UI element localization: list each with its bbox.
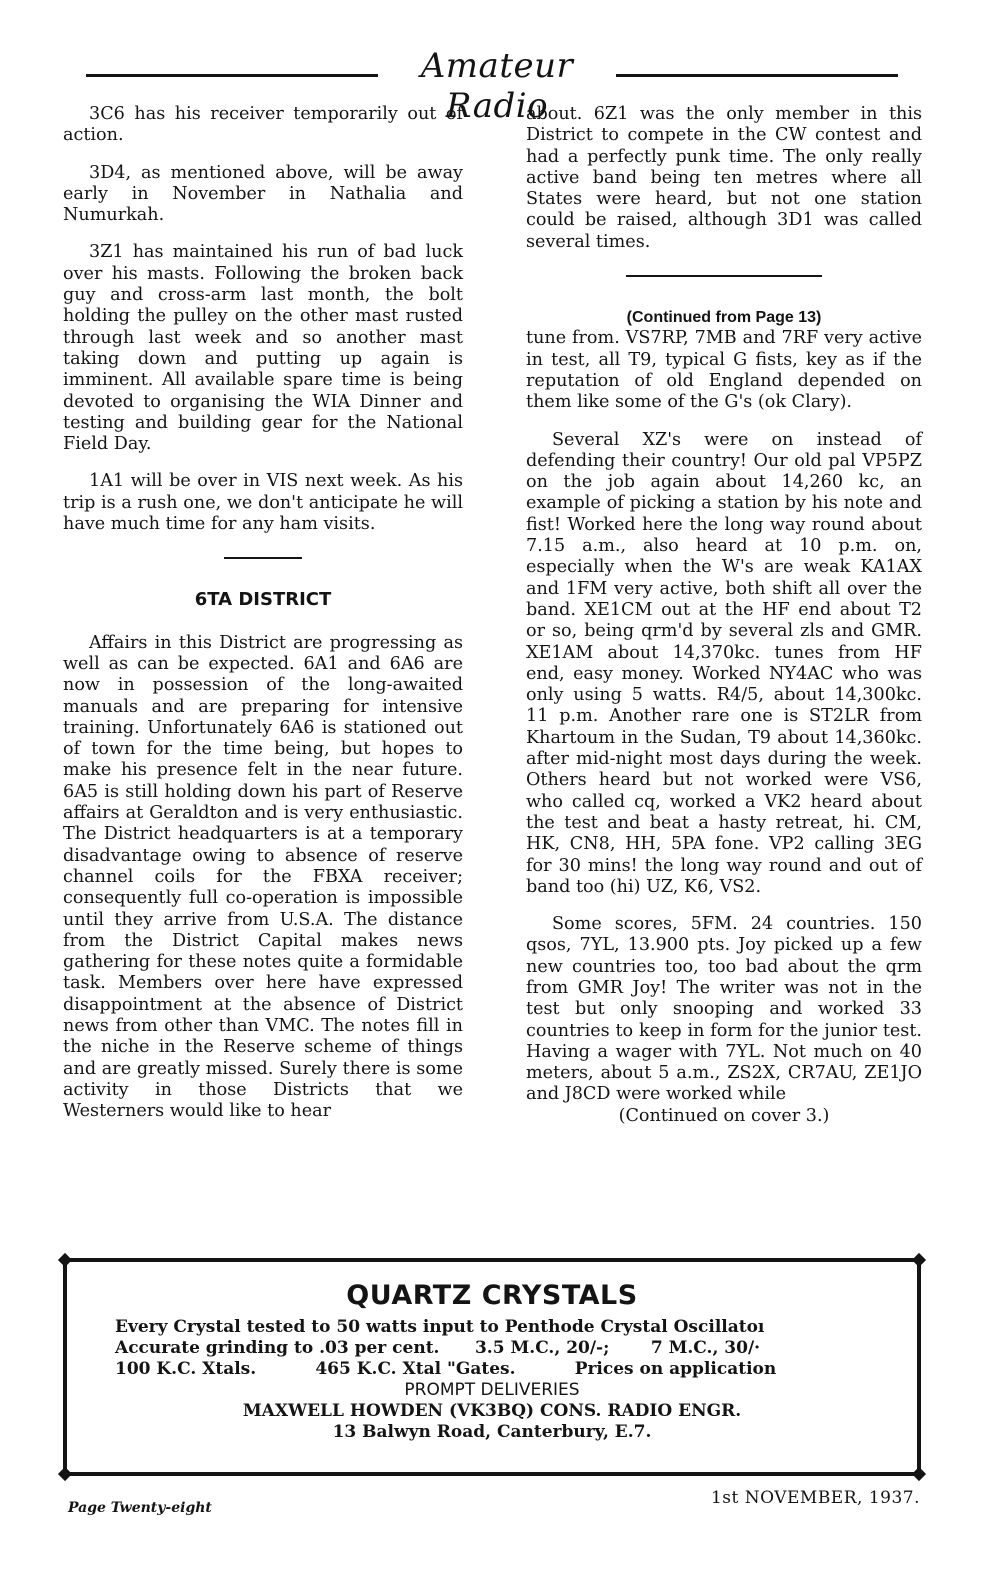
paragraph: 3C6 has his receiver temporarily out of action.	[63, 104, 463, 146]
page-number: Page Twenty-eight	[68, 1500, 212, 1516]
section-heading: 6TA DISTRICT	[194, 589, 332, 611]
left-column	[63, 104, 463, 1122]
ad-title: QUARTZ CRYSTALS	[346, 1280, 638, 1311]
continued-on-note: (Continued on cover 3.)	[618, 1105, 830, 1126]
continued-from-note: (Continued from Page 13)	[626, 309, 822, 327]
ad-line: Accurate grinding to .03 per cent. 3.5 M.C., 20/-; 7 M.C., 30/·	[115, 1338, 761, 1358]
corner-ornament	[58, 1467, 72, 1481]
advertisement-box	[63, 1258, 921, 1476]
paragraph: Some scores, 5FM. 24 countries. 150 qsos, 7YL, 13.900 pts. Joy picked up a few new countries too, too bad about the qrm from GMR Joy! The writer was not in the test but only snooping and worked 33 countries to keep in form for the junior test. Having a wager with 7YL. Not much on 40 meters, about 5 a.m., ZS2X, CR7AU, ZE1JO and J8CD were worked while	[526, 914, 922, 1105]
issue-date: 1st NOVEMBER, 1937.	[710, 1488, 920, 1508]
masthead	[86, 46, 898, 126]
masthead-rule-left	[86, 74, 378, 77]
ad-line: Every Crystal tested to 50 watts input to Penthode Crystal Oscillatoı	[115, 1317, 765, 1337]
paragraph: about. 6Z1 was the only member in this District to compete in the CW contest and had a perfectly punk time. The only really active band being ten metres where all States were heard, but not one station could be raised, although 3D1 was called several times.	[526, 104, 922, 252]
masthead-rule-right	[616, 74, 898, 77]
ad-line: 100 K.C. Xtals. 465 K.C. Xtal "Gates. Prices on application	[115, 1359, 777, 1379]
paragraph: 3Z1 has maintained his run of bad luck over his masts. Following the broken back guy and cross-arm last month, the bolt holding the pulley on the other mast rusted through last week and so another mast taking down and putting up again is imminent. All available spare time is being devoted to organising the WIA Dinner and testing and building gear for the National Field Day.	[63, 242, 463, 455]
advertisement-content	[81, 1280, 903, 1443]
ad-line: PROMPT DELIVERIES	[404, 1380, 580, 1400]
paragraph: Several XZ's were on instead of defending their country! Our old pal VP5PZ on the job again about 14,260 kc, an example of picking a station by his note and fist! Worked here the long way round about 7.15 a.m., also heard at 10 p.m. on, especially when the W's are weak KA1AX and 1FM very active, both shift all over the band. XE1CM out at the HF end about T2 or so, being qrm'd by several zls and GMR. XE1AM about 14,370kc. tunes from HF end, easy money. Worked NY4AC who was only using 5 watts. R4/5, about 14,300kc. 11 p.m. Another rare one is ST2LR from Khartoum in the Sudan, T9 about 14,360kc. after mid-night most days during the week. Others heard but not worked were VS6, who called cq, worked a VK2 heard about the test and beat a hasty retreat, hi. CM, HK, CN8, HH, 5PA fone. VP2 calling 3EG for 30 mins! the long way round and out of band too (hi) UZ, K6, VS2.	[526, 429, 922, 897]
right-column	[526, 104, 922, 1127]
section-divider	[626, 275, 822, 277]
ad-address: 13 Balwyn Road, Canterbury, E.7.	[332, 1422, 652, 1442]
ad-line: MAXWELL HOWDEN (VK3BQ) CONS. RADIO ENGR.	[242, 1401, 742, 1421]
corner-ornament	[58, 1253, 72, 1267]
section-divider	[224, 557, 302, 559]
publication-title: Amateur Radio	[420, 46, 574, 126]
paragraph: 1A1 will be over in VIS next week. As his trip is a rush one, we don't anticipate he will have much time for any ham visits.	[63, 471, 463, 535]
paragraph: tune from. VS7RP, 7MB and 7RF very active in test, all T9, typical G fists, key as if the reputation of old England depended on them like some of the G's (ok Clary).	[526, 328, 922, 413]
paragraph: Affairs in this District are progressing as well as can be expected. 6A1 and 6A6 are now in possession of the long-awaited manuals and are preparing for intensive training. Unfortunately 6A6 is stationed out of town for the time being, but hopes to make his presence felt in the near future. 6A5 is still holding down his part of Reserve affairs at Geraldton and is very enthusiastic. The District headquarters is at a temporary disadvantage owing to absence of reserve channel coils for the FBXA receiver; consequently full co-operation is impossible until they arrive from U.S.A. The distance from the District Capital makes news gathering for these notes quite a formidable task. Members over here have expressed disappointment at the absence of District news from other than VMC. The notes fill in the niche in the Reserve scheme of things and are greatly missed. Surely there is some activity in those Districts that we Westerners would like to hear	[63, 632, 463, 1122]
paragraph: 3D4, as mentioned above, will be away early in November in Nathalia and Numurkah.	[63, 162, 463, 226]
corner-ornament	[912, 1253, 926, 1267]
corner-ornament	[912, 1467, 926, 1481]
